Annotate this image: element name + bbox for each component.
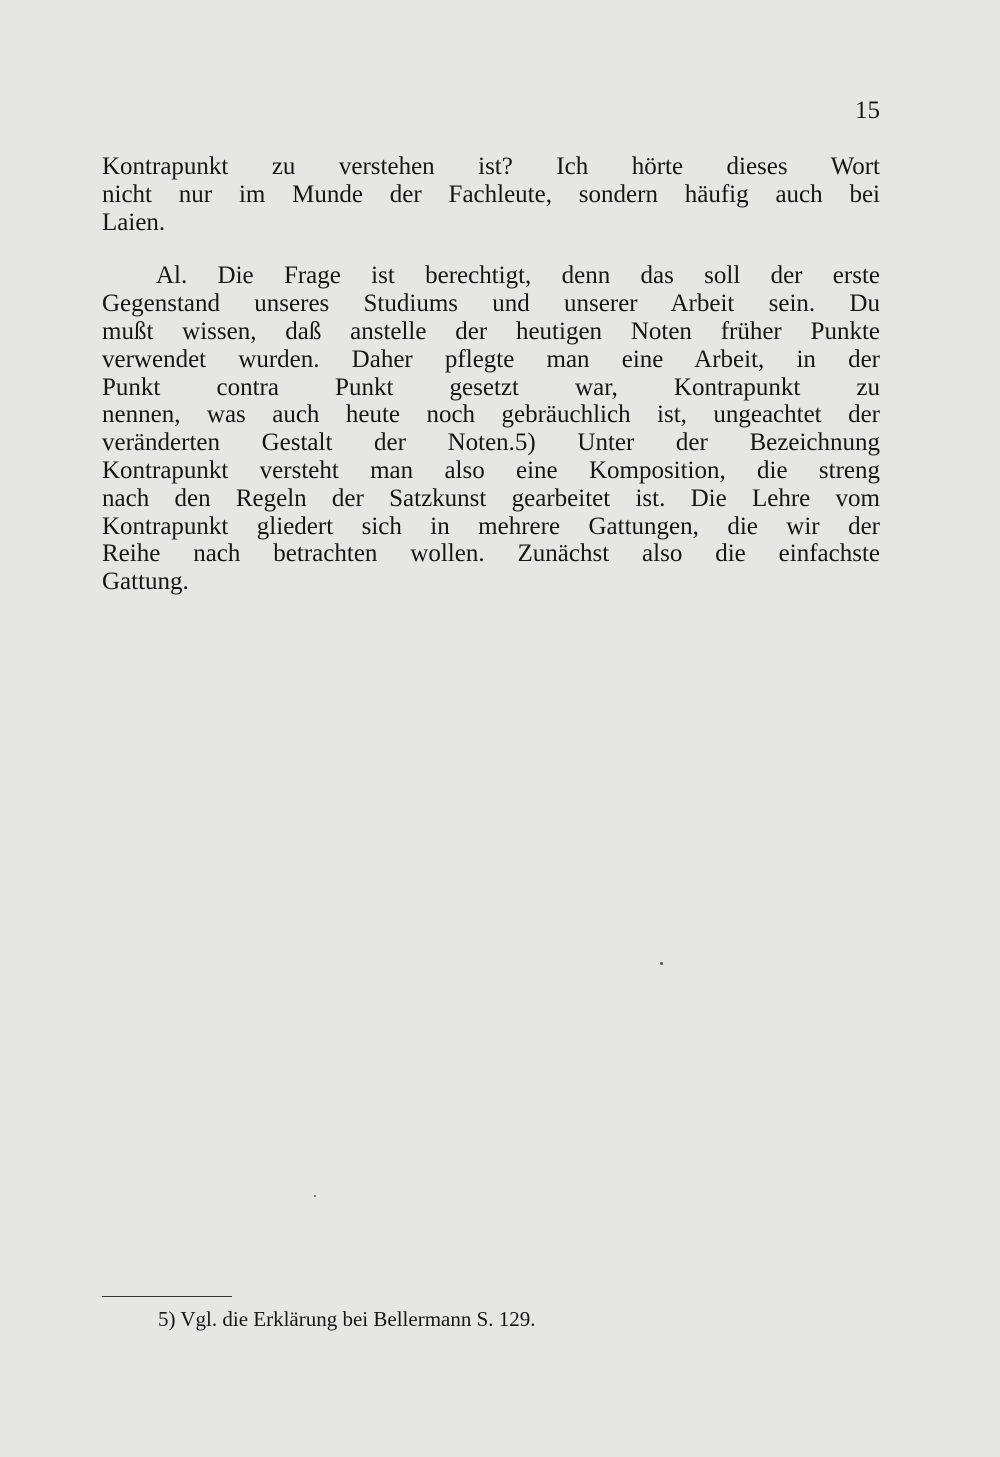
footnote: 5) Vgl. die Erklärung bei Bellermann S. 129. [158, 1307, 536, 1331]
paragraph-2-line-8: Kontrapunkt versteht man also eine Komposition, die streng [102, 456, 880, 484]
paragraph-1-line-1: Kontrapunkt zu verstehen ist? Ich hörte dieses Wort [102, 153, 880, 180]
footnote-rule [102, 1296, 232, 1297]
paragraph-2-line-10: Kontrapunkt gliedert sich in mehrere Gattungen, die wir der [102, 512, 880, 540]
paragraph-2-line-11: Reihe nach betrachten wollen. Zunächst also die einfachste [102, 540, 880, 568]
page-number: 15 [855, 97, 880, 124]
paper-speck [314, 1195, 316, 1197]
paragraph-2-line-3: mußt wissen, daß anstelle der heutigen Noten früher Punkte [102, 317, 880, 345]
paper-speck [660, 962, 663, 965]
paragraph-2-line-9: nach den Regeln der Satzkunst gearbeitet ist. Die Lehre vom [102, 484, 880, 512]
paragraph-2-line-1: Al. Die Frage ist berechtigt, denn das soll der erste [156, 262, 880, 290]
paragraph-1-line-2: nicht nur im Munde der Fachleute, sondern häufig auch bei [102, 180, 880, 208]
paragraph-gap [102, 236, 880, 262]
paragraph-2-line-6: nennen, was auch heute noch gebräuchlich ist, ungeachtet der [102, 401, 880, 429]
paragraph-2-line-4: verwendet wurden. Daher pflegte man eine Arbeit, in der [102, 345, 880, 373]
paragraph-1-line-3: Laien. [102, 208, 166, 236]
paragraph-2-line-12: Gattung. [102, 568, 189, 596]
paragraph-2-line-2: Gegenstand unseres Studiums und unserer Arbeit sein. Du [102, 290, 880, 318]
body-text [102, 153, 880, 596]
paragraph-2-line-7: veränderten Gestalt der Noten.5) Unter der Bezeichnung [102, 429, 880, 457]
paragraph-2-line-5: Punkt contra Punkt gesetzt war, Kontrapunkt zu [102, 373, 880, 401]
